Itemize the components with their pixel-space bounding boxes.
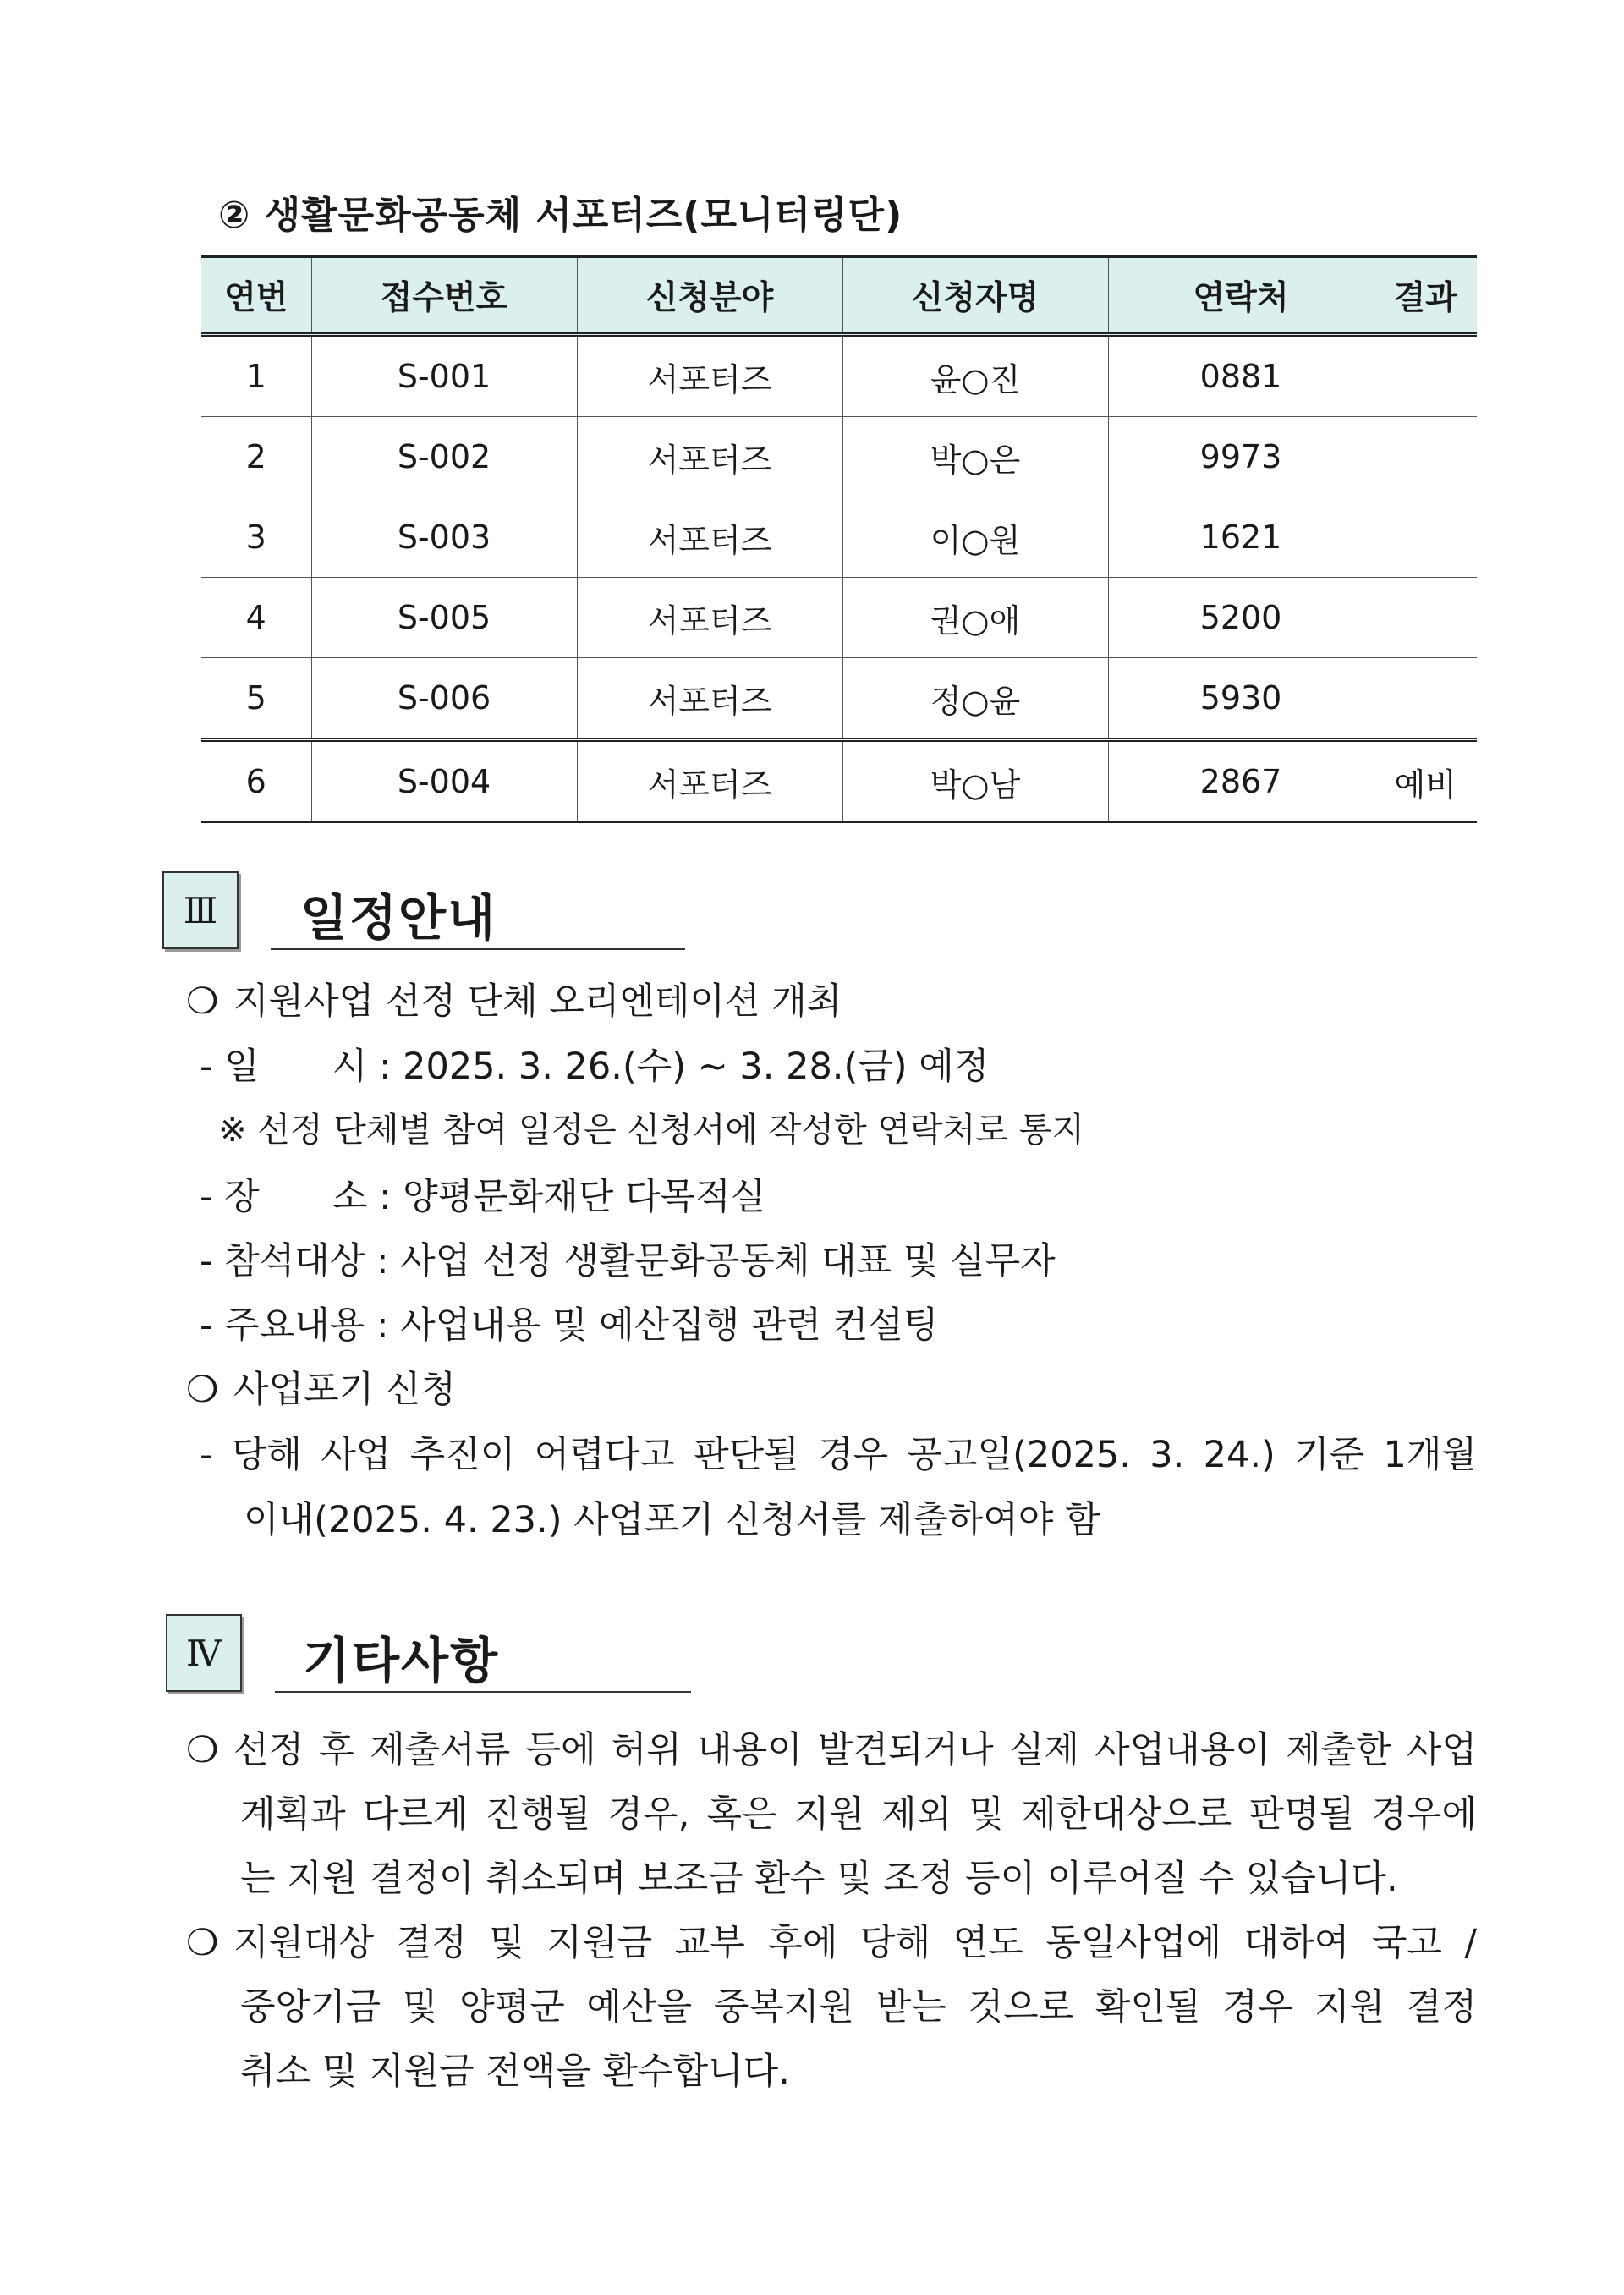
schedule-item-withdrawal: ❍ 사업포기 신청 [186,1369,456,1411]
section-4-title: 기타사항 [303,1632,500,1689]
schedule-date-line [200,1038,989,1090]
table-row [201,417,1477,497]
table-cell: 2 [201,417,311,497]
section-4-underline [275,1691,691,1693]
table-cell: S-004 [311,740,577,823]
other-item-2-line-1: ❍ 지원대상 결정 및 지원금 교부 후에 당해 연도 동일사업에 대하여 국고 / [186,1922,1477,1964]
table-cell [1374,417,1477,497]
column-header: 신청자명 [842,257,1108,335]
table-cell: 서포터즈 [577,658,842,740]
schedule-note: ※ 선정 단체별 참여 일정은 신청서에 작성한 연락처로 통지 [218,1111,1084,1150]
attendees-label: - 참석대상 [200,1240,365,1282]
table-cell [1374,335,1477,417]
content-value: : 사업내용 및 예산집행 관련 컨설팅 [376,1304,939,1347]
table-row-reserve [201,740,1477,823]
table-cell: S-003 [311,497,577,578]
table-cell: 5200 [1108,578,1374,658]
table-cell [1374,578,1477,658]
column-header: 결과 [1374,257,1477,335]
circle-bullet-icon: ❍ [186,1922,219,1964]
section-3-underline [271,948,685,950]
table-cell: 3 [201,497,311,578]
support-group-subtitle: ② 생활문화공동체 서포터즈(모니터링단) [218,194,903,237]
date-value: : 2025. 3. 26.(수) ~ 3. 28.(금) 예정 [378,1046,990,1088]
table-cell: 1621 [1108,497,1374,578]
circle-bullet-icon: ❍ [186,1369,219,1411]
other-item-1-line-1: ❍ 선정 후 제출서류 등에 허위 내용이 발견되거나 실제 사업내용이 제출한 사업 [186,1729,1477,1771]
section-3-title: 일정안내 [300,889,497,947]
table-cell: 5930 [1108,658,1374,740]
table-cell: 서포터즈 [577,335,842,417]
column-header: 연번 [201,257,311,335]
table-cell: 5 [201,658,311,740]
circle-bullet-icon: ❍ [186,980,219,1023]
supporters-table [201,255,1477,823]
column-header: 연락처 [1108,257,1374,335]
section-4-numeral-box: Ⅳ [166,1614,242,1692]
section-3-numeral-box: Ⅲ [162,871,239,949]
table-cell: 정○윤 [842,658,1108,740]
table-row [201,335,1477,417]
table-cell: 권○애 [842,578,1108,658]
date-label: - 일 시 [200,1046,368,1088]
table-cell: 윤○진 [842,335,1108,417]
table-cell [1374,658,1477,740]
table-cell: 서포터즈 [577,578,842,658]
table-row [201,578,1477,658]
column-header: 신청분야 [577,257,842,335]
schedule-item-orientation: ❍ 지원사업 선정 단체 오리엔테이션 개최 [186,980,842,1023]
table-cell: 4 [201,578,311,658]
place-value: : 양평문화재단 다목적실 [378,1176,766,1218]
schedule-attendees-line [200,1233,1056,1284]
table-cell: S-005 [311,578,577,658]
column-header: 접수번호 [311,257,577,335]
table-cell: 2867 [1108,740,1374,823]
other-item-2-line-2: 중앙기금 및 양평군 예산을 중복지원 받는 것으로 확인될 경우 지원 결정 [240,1986,1477,2029]
table-cell: 이○원 [842,497,1108,578]
table-cell: 9973 [1108,417,1374,497]
schedule-place-line [200,1168,765,1220]
content-label: - 주요내용 [200,1304,365,1347]
other-item-1-line-2: 계획과 다르게 진행될 경우, 혹은 지원 제외 및 제한대상으로 판명될 경우에 [240,1793,1477,1836]
table-cell [1374,497,1477,578]
table-cell: 0881 [1108,335,1374,417]
withdrawal-text-line-1: - 당해 사업 추진이 어렵다고 판단될 경우 공고일(2025. 3. 24.) 기준 1개월 [200,1434,1477,1476]
circle-bullet-icon: ❍ [186,1729,219,1771]
table-cell: 서포터즈 [577,497,842,578]
table-row [201,658,1477,740]
table-cell: 서포터즈 [577,417,842,497]
table-cell: 서포터즈 [577,740,842,823]
table-cell: S-006 [311,658,577,740]
table-cell: 예비 [1374,740,1477,823]
table-header-row [201,257,1477,335]
table-cell: S-001 [311,335,577,417]
schedule-content-line [200,1297,938,1348]
table-cell: 1 [201,335,311,417]
table-cell: 박○남 [842,740,1108,823]
table-cell: S-002 [311,417,577,497]
table-row [201,497,1477,578]
table-cell: 박○은 [842,417,1108,497]
table-cell: 6 [201,740,311,823]
other-item-2-line-3: 취소 및 지원금 전액을 환수합니다. [240,2051,790,2093]
withdrawal-text-line-2: 이내(2025. 4. 23.) 사업포기 신청서를 제출하여야 함 [244,1499,1100,1541]
other-item-1-line-3: 는 지원 결정이 취소되며 보조금 환수 및 조정 등이 이루어질 수 있습니다. [240,1858,1398,1900]
place-label: - 장 소 [200,1176,368,1218]
attendees-value: : 사업 선정 생활문화공동체 대표 및 실무자 [376,1240,1056,1282]
